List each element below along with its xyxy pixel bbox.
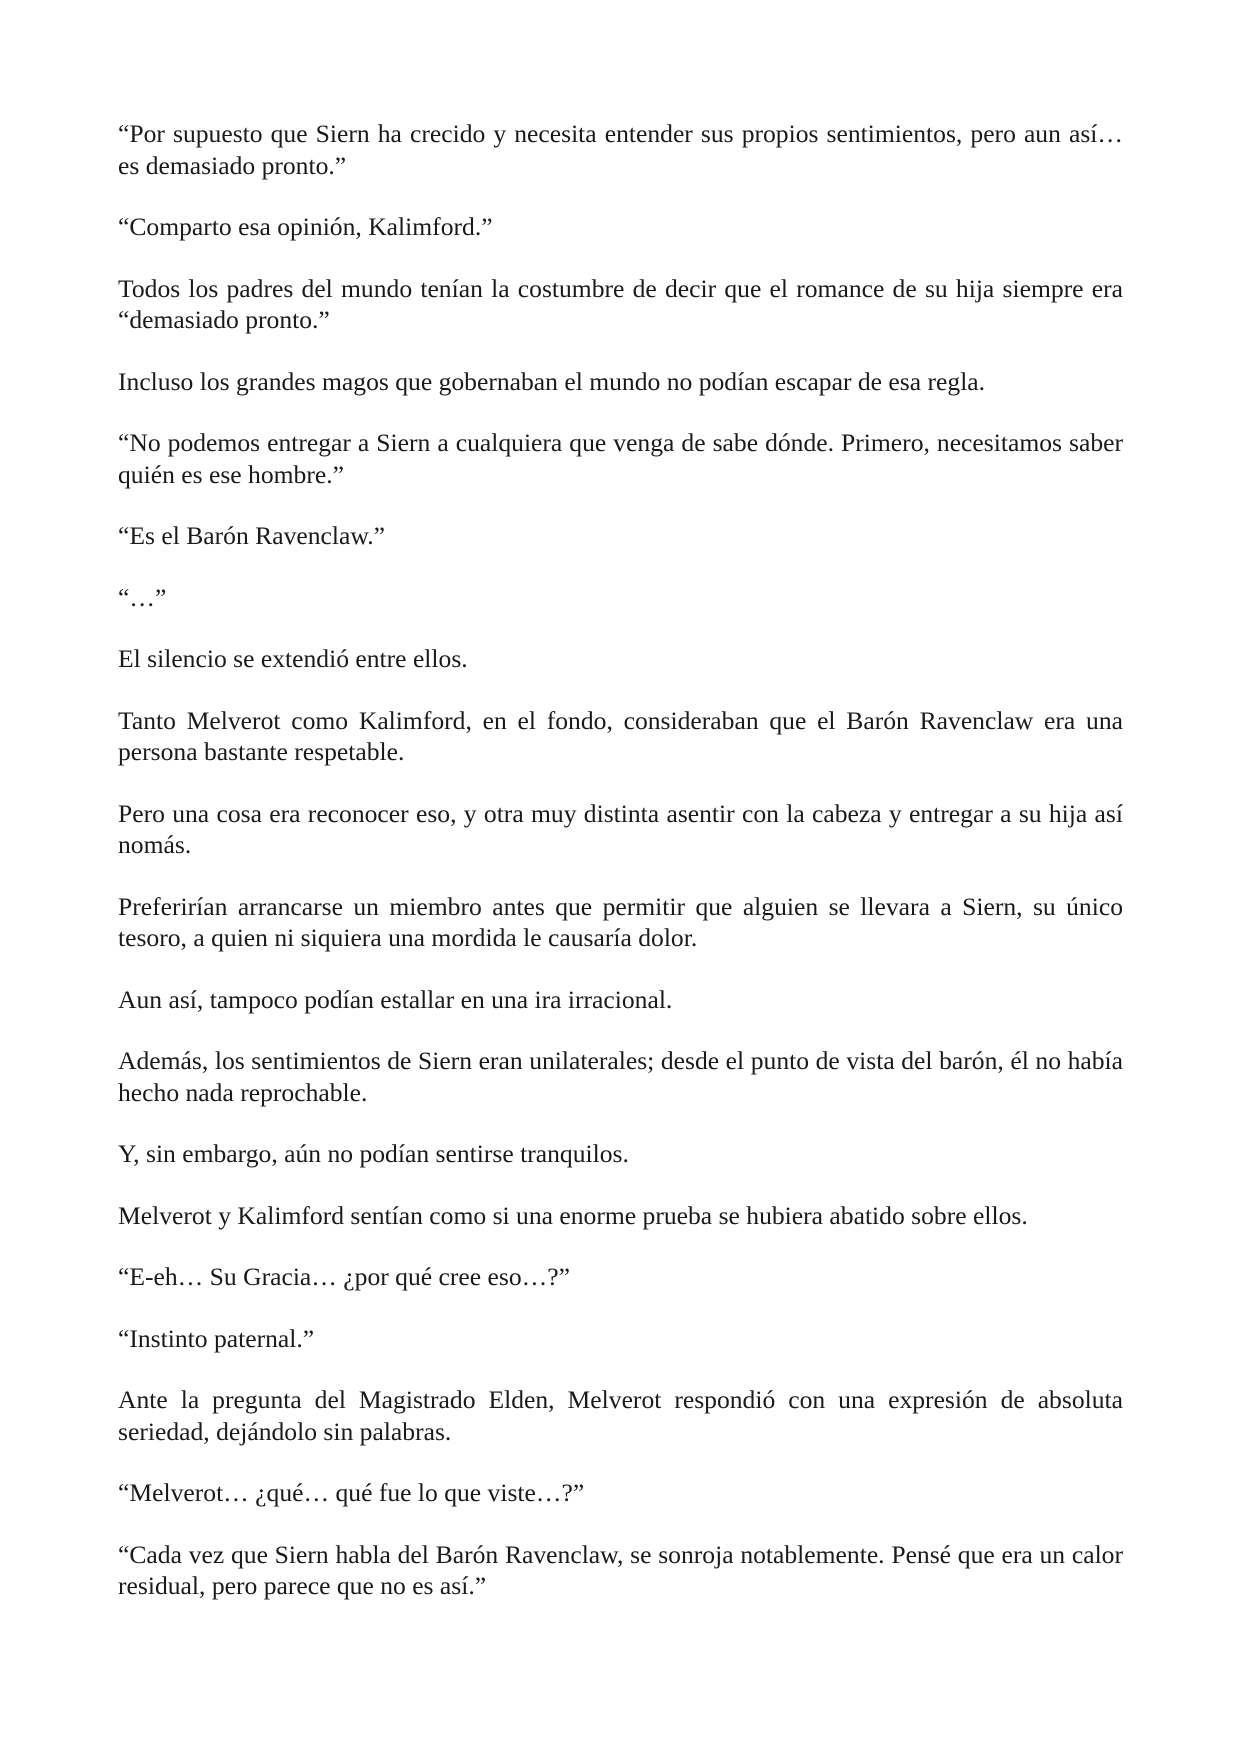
paragraph: “…”: [118, 582, 167, 612]
document-body: [118, 118, 1123, 1602]
paragraph: “Es el Barón Ravenclaw.”: [118, 521, 385, 550]
paragraph: El silencio se extendió entre ellos.: [118, 644, 468, 673]
paragraph: “E-eh… Su Gracia… ¿por qué cree eso…?”: [118, 1262, 570, 1291]
paragraph: Ante la pregunta del Magistrado Elden, Melverot respondió con una expresión de absoluta seriedad, dejándolo sin palabras.: [118, 1385, 1123, 1446]
paragraph: Aun así, tampoco podían estallar en una ira irracional.: [118, 984, 673, 1014]
paragraph: Incluso los grandes magos que gobernaban el mundo no podían escapar de esa regla.: [118, 366, 986, 396]
paragraph: Pero una cosa era reconocer eso, y otra muy distinta asentir con la cabeza y entregar a su hija así nomás.: [118, 798, 1123, 859]
paragraph: Además, los sentimientos de Siern eran unilaterales; desde el punto de vista del barón, él no había hecho nada reprochable.: [118, 1046, 1123, 1107]
paragraph: “Melverot… ¿qué… qué fue lo que viste…?”: [118, 1478, 585, 1507]
paragraph: Preferirían arrancarse un miembro antes que permitir que alguien se llevara a Siern, su único tesoro, a quien ni siquiera una mordida le causaría dolor.: [118, 891, 1123, 952]
paragraph: “Cada vez que Siern habla del Barón Ravenclaw, se sonroja notablemente. Pensé que era un calor residual, pero parece que no es así.”: [118, 1539, 1123, 1600]
paragraph: “Por supuesto que Siern ha crecido y necesita entender sus propios sentimientos, pero aun así… es demasiado pronto.”: [118, 119, 1123, 180]
paragraph: Y, sin embargo, aún no podían sentirse tranquilos.: [118, 1139, 629, 1168]
paragraph: “No podemos entregar a Siern a cualquiera que venga de sabe dónde. Primero, necesitamos saber quién es ese hombre.”: [118, 428, 1123, 489]
paragraph: Todos los padres del mundo tenían la costumbre de decir que el romance de su hija siempre era “demasiado pronto.”: [118, 273, 1123, 334]
paragraph: “Instinto paternal.”: [118, 1323, 315, 1353]
paragraph: Melverot y Kalimford sentían como si una enorme prueba se hubiera abatido sobre ellos.: [118, 1200, 1028, 1230]
paragraph: Tanto Melverot como Kalimford, en el fondo, consideraban que el Barón Ravenclaw era una persona bastante respetable.: [118, 705, 1123, 766]
paragraph: “Comparto esa opinión, Kalimford.”: [118, 212, 493, 241]
